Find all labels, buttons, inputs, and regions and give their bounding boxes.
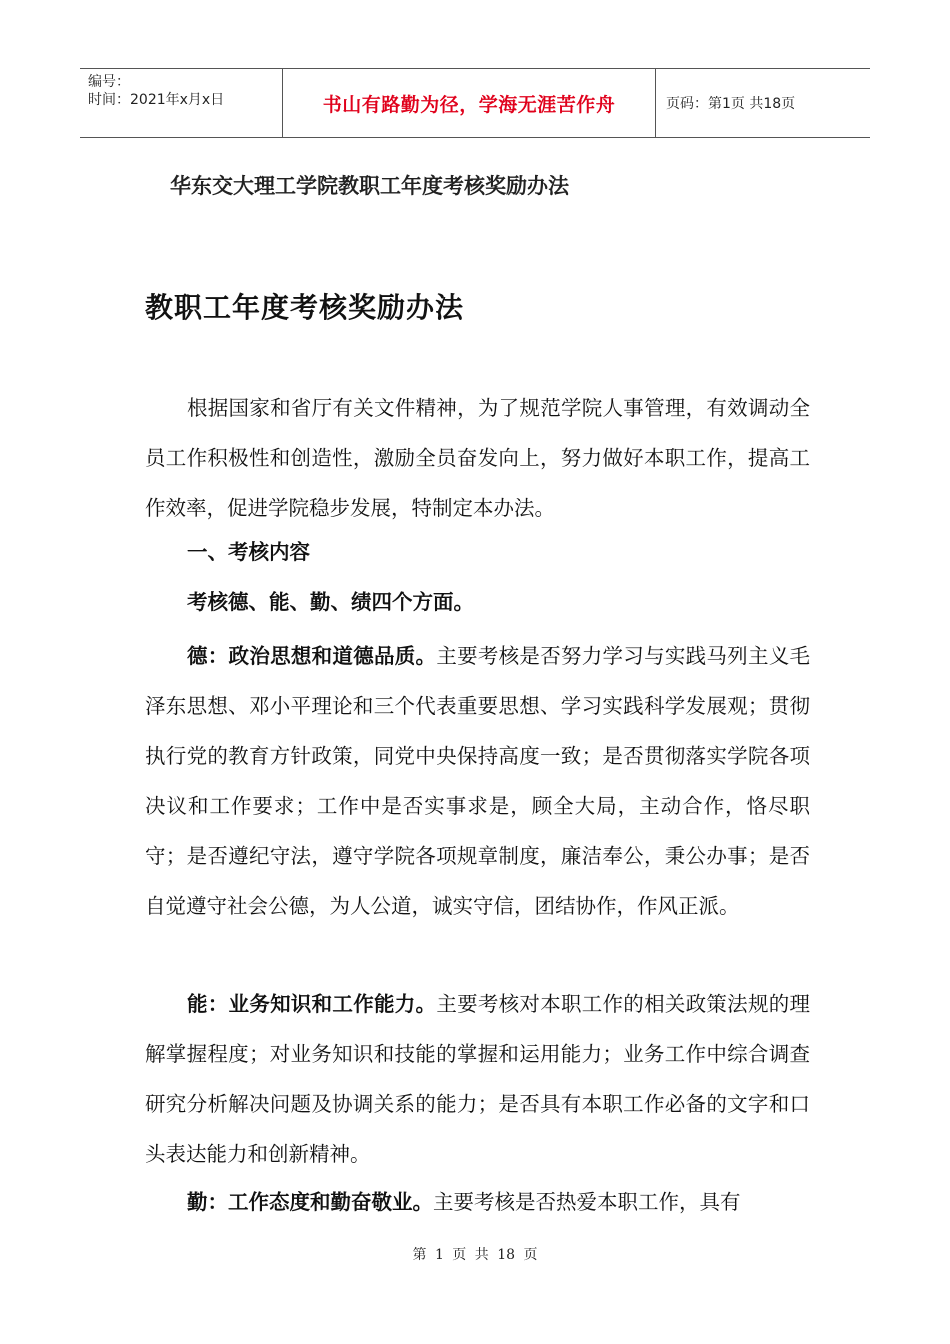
de-text: 主要考核是否努力学习与实践马列主义毛泽东思想、邓小平理论和三个代表重要思想、学习实践科学发展观；贯彻执行党的教育方针政策，同党中央保持高度一致；是否贯彻落实学院各项决议和工作要求；工作中是否实事求是，顾全大局，主动合作，恪尽职守；是否遵纪守法，遵守学院各项规章制度，廉洁奉公，秉公办事；是否自觉遵守社会公德，为人公道，诚实守信，团结协作，作风正派。 bbox=[145, 644, 811, 918]
page-header bbox=[80, 68, 870, 138]
section-heading-content: 一、考核内容 bbox=[187, 540, 310, 564]
header-meta bbox=[80, 69, 282, 137]
neng-lead: 能：业务知识和工作能力。 bbox=[187, 992, 437, 1016]
document-title: 华东交大理工学院教职工年度考核奖励办法 bbox=[170, 174, 569, 198]
intro-paragraph bbox=[145, 383, 810, 533]
neng-text: 主要考核对本职工作的相关政策法规的理解掌握程度；对业务知识和技能的掌握和运用能力；业务工作中综合调查研究分析解决问题及协调关系的能力；是否具有本职工作必备的文字和口头表达能力和创新精神。 bbox=[145, 992, 811, 1166]
de-lead: 德：政治思想和道德品质。 bbox=[187, 644, 437, 668]
main-heading: 教职工年度考核奖励办法 bbox=[145, 291, 465, 324]
document-time-label: 时间：2021年x月x日 bbox=[88, 92, 225, 108]
neng-paragraph bbox=[145, 979, 810, 1179]
intro-text: 根据国家和省厅有关文件精神，为了规范学院人事管理，有效调动全员工作积极性和创造性，激励全员奋发向上，努力做好本职工作，提高工作效率，促进学院稳步发展，特制定本办法。 bbox=[145, 396, 810, 520]
qin-paragraph bbox=[145, 1177, 810, 1227]
page-footer: 第 1 页 共 18 页 bbox=[412, 1247, 538, 1263]
header-page-info: 页码：第1页 共18页 bbox=[666, 96, 796, 112]
qin-lead: 勤：工作态度和勤奋敬业。 bbox=[187, 1190, 433, 1214]
qin-text: 主要考核是否热爱本职工作，具有 bbox=[433, 1190, 741, 1214]
section-subheading: 考核德、能、勤、绩四个方面。 bbox=[187, 590, 474, 614]
header-motto: 书山有路勤为径，学海无涯苦作舟 bbox=[282, 69, 656, 137]
de-paragraph bbox=[145, 631, 810, 931]
document-number-label: 编号： bbox=[88, 74, 130, 90]
